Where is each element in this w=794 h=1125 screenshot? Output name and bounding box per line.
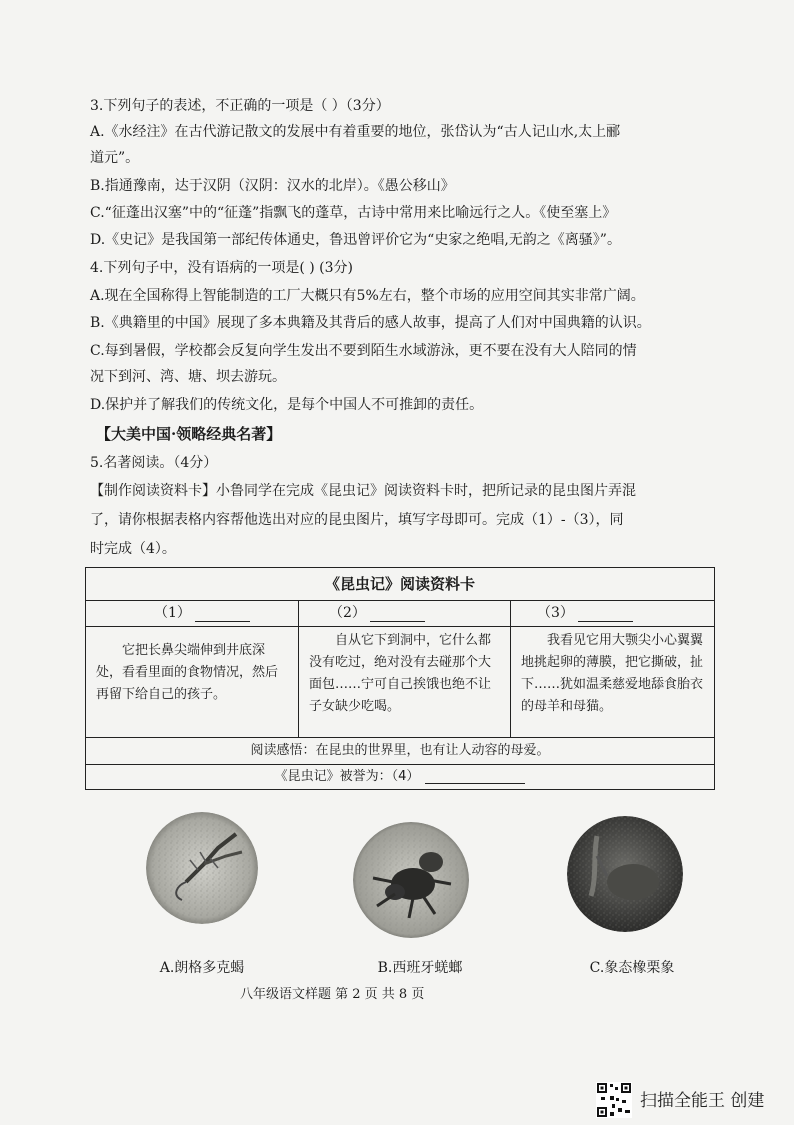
q4-option-d: D.保护并了解我们的传统文化，是每个中国人不可推卸的责任。 — [90, 397, 484, 413]
q3-option-d: D.《史记》是我国第一部纪传体通史，鲁迅曾评价它为“史家之绝唱,无韵之《离骚》”。 — [90, 232, 621, 248]
card-cell-3: 我看见它用大颚尖小心翼翼地挑起卵的薄膜，把它撕破，扯下……犹如温柔慈爱地舔食胎衣的母羊和母猫。 — [521, 633, 704, 714]
col-3-label: （3） — [537, 605, 574, 621]
card-body-row — [86, 626, 714, 738]
card-title: 《昆虫记》阅读资料卡 — [86, 568, 714, 601]
q4-option-c-line1: C.每到暑假，学校都会反复向学生发出不要到陌生水域游泳，更不要在没有大人陪同的情 — [90, 343, 637, 359]
answer-blank-3[interactable] — [578, 605, 633, 622]
answer-blank-4[interactable] — [425, 769, 525, 784]
q5-stem: 5.名著阅读。（4分） — [90, 455, 218, 471]
q4-stem: 4.下列句子中，没有语病的一项是( ) (3分) — [90, 260, 354, 276]
card-col-2-header — [299, 600, 511, 626]
q4-option-b: B.《典籍里的中国》展现了多本典籍及其背后的感人故事，提高了人们对中国典籍的认识。 — [90, 315, 651, 331]
card-praise-label: 《昆虫记》被誉为：（4） — [274, 769, 420, 784]
answer-blank-2[interactable] — [370, 605, 425, 622]
caption-a: A.朗格多克蝎 — [159, 960, 245, 976]
q4-option-c-line2: 况下到河、湾、塘、坝去游玩。 — [90, 369, 286, 385]
caption-c: C.象态橡栗象 — [589, 960, 675, 976]
q5-para-line3: 时完成（4）。 — [90, 541, 176, 557]
q3-option-c: C.“征蓬出汉塞”中的“征蓬”指飘飞的蓬草，古诗中常用来比喻远行之人。《使至塞上》 — [90, 205, 617, 221]
q3-option-b: B.指通豫南，达于汉阴（汉阴：汉水的北岸）。《愚公移山》 — [90, 178, 455, 194]
q3-option-a-line1: A.《水经注》在古代游记散文的发展中有着重要的地位，张岱认为“古人记山水,太上郦 — [90, 124, 621, 140]
q3-stem: 3.下列句子的表述，不正确的一项是（ ）（3分） — [90, 98, 390, 114]
q4-option-a: A.现在全国称得上智能制造的工厂大概只有5%左右，整个市场的应用空间其实非常广阔。 — [90, 288, 645, 304]
beetle-photo-icon — [353, 822, 469, 938]
card-col-1-header — [86, 600, 299, 626]
qr-code-icon — [596, 1082, 632, 1118]
scorpion-photo-icon — [146, 812, 258, 924]
weevil-photo-icon — [567, 816, 683, 932]
answer-blank-1[interactable] — [195, 605, 250, 622]
card-header-row — [86, 600, 714, 627]
q5-para-line1: 【制作阅读资料卡】小鲁同学在完成《昆虫记》阅读资料卡时，把所记录的昆虫图片弄混 — [90, 483, 636, 499]
scanner-watermark: 扫描全能王 创建 — [640, 1091, 765, 1111]
card-cell-2: 自从它下到洞中，它什么都没有吃过，绝对没有去碰那个大面包……宁可自己挨饿也绝不让子女缺少吃喝。 — [299, 626, 511, 737]
q5-para-line2: 了，请你根据表格内容帮他选出对应的昆虫图片，填写字母即可。完成（1）-（3），同 — [90, 512, 624, 528]
card-feeling: 阅读感悟：在昆虫的世界里，也有让人动容的母爱。 — [86, 737, 714, 765]
col-2-label: （2） — [329, 605, 366, 621]
card-praise-row — [86, 764, 714, 789]
q3-option-a-line2: 道元”。 — [90, 150, 140, 166]
page-footer: 八年级语文样题 第 2 页 共 8 页 — [240, 987, 425, 1002]
card-cell-1: 它把长鼻尖端伸到井底深处，看看里面的食物情况，然后再留下给自己的孩子。 — [86, 626, 299, 737]
caption-b: B.西班牙蜣螂 — [377, 960, 463, 976]
section-heading: 【大美中国·领略经典名著】 — [96, 425, 282, 443]
reading-card — [85, 567, 715, 790]
col-1-label: （1） — [154, 605, 191, 621]
card-col-3-header — [511, 600, 716, 626]
